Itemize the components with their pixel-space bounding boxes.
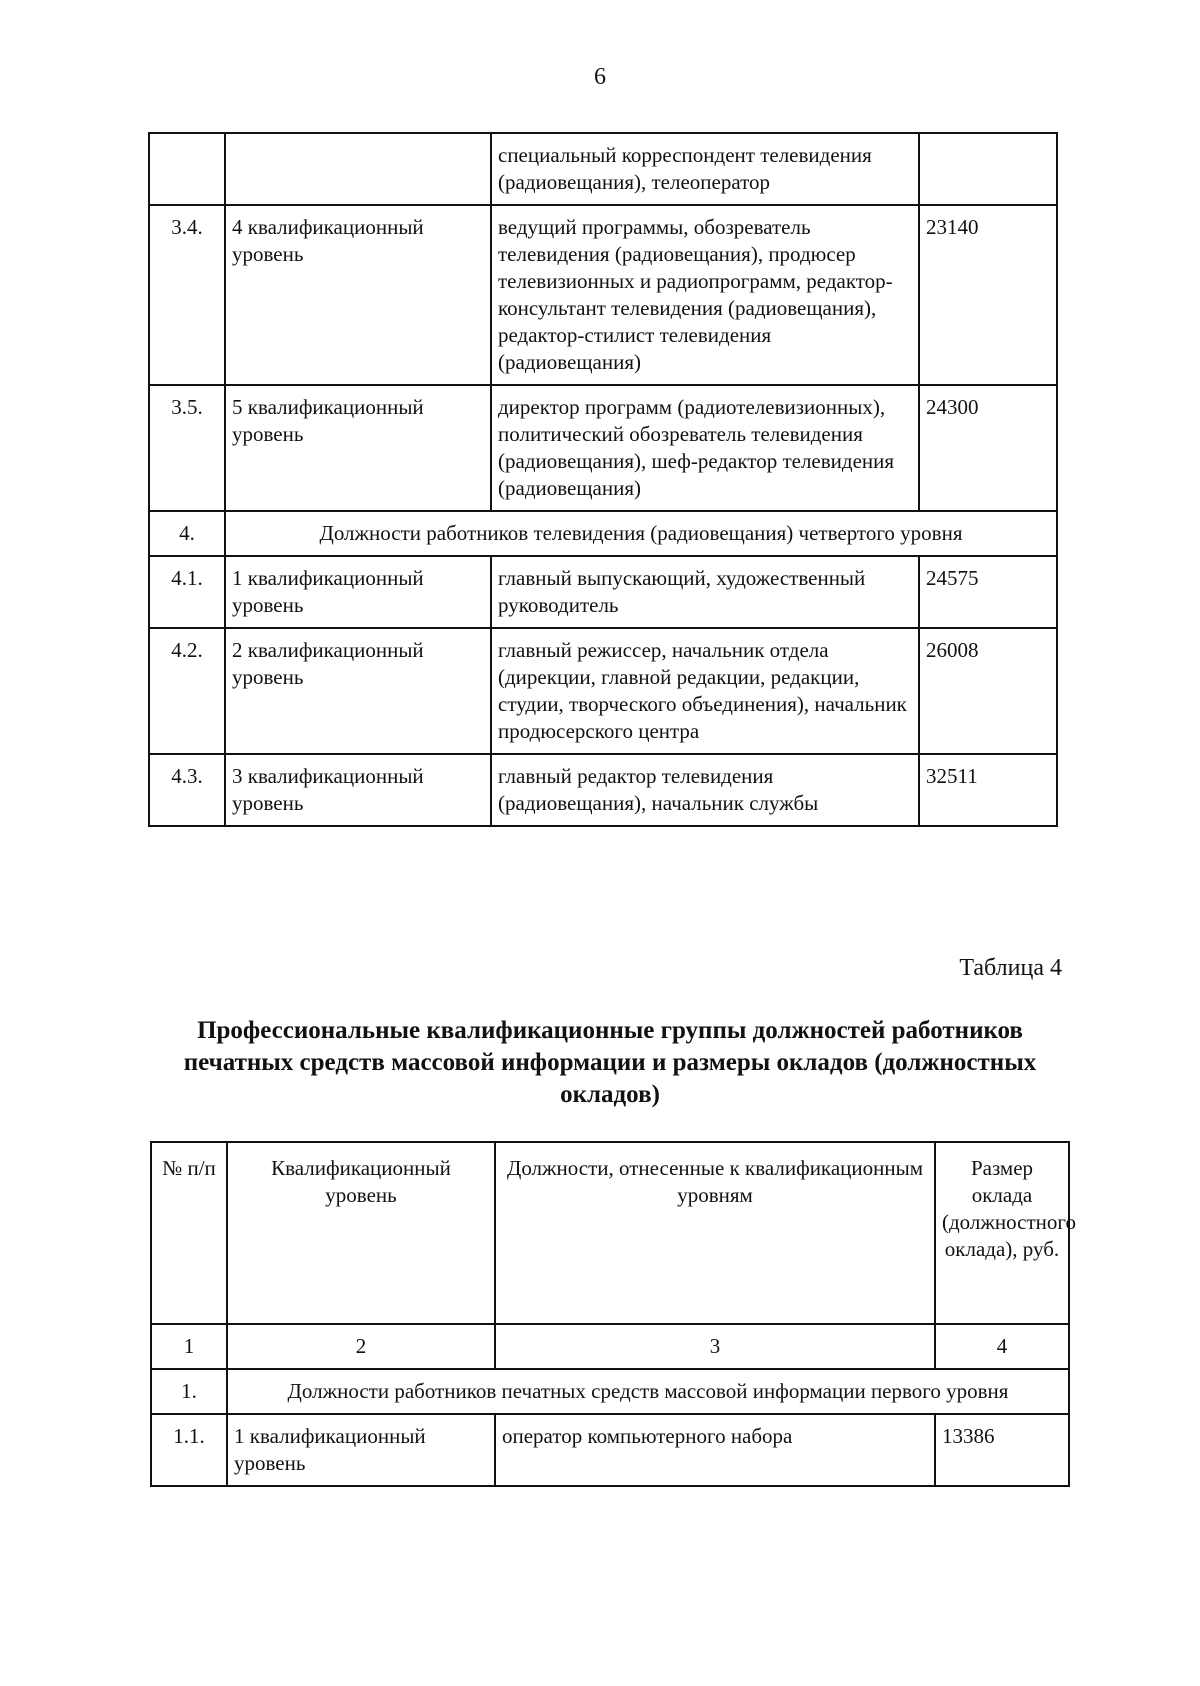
header-number: № п/п [151, 1142, 227, 1324]
qualification-level: 1 квалификационный уровень [225, 556, 491, 628]
row-number: 1.1. [151, 1414, 227, 1486]
salary-cell: 23140 [919, 205, 1057, 385]
salary-cell: 13386 [935, 1414, 1069, 1486]
column-number-row [151, 1324, 1069, 1369]
header-level: Квалификационный уровень [227, 1142, 495, 1324]
header-positions: Должности, отнесенные к квалификационным уровням [495, 1142, 935, 1324]
table-caption: Таблица 4 [959, 955, 1062, 981]
row-number: 3.4. [149, 205, 225, 385]
positions-cell: директор программ (радиотелевизионных), политический обозреватель телевидения (радиовещания), шеф-редактор телевидения (радиовещания) [491, 385, 919, 511]
qualification-level [225, 133, 491, 205]
positions-cell: ведущий программы, обозреватель телевидения (радиовещания), продюсер телевизионных и радиопрограмм, редактор-консультант телевидения (радиовещания), редактор-стилист телевидения (радиовещания) [491, 205, 919, 385]
table-row [149, 556, 1057, 628]
salary-cell: 24300 [919, 385, 1057, 511]
section-number: 1. [151, 1369, 227, 1414]
column-number: 3 [495, 1324, 935, 1369]
positions-table-continued [148, 132, 1058, 827]
salary-cell: 32511 [919, 754, 1057, 826]
row-number: 3.5. [149, 385, 225, 511]
row-number: 4.3. [149, 754, 225, 826]
positions-cell: специальный корреспондент телевидения (радиовещания), телеоператор [491, 133, 919, 205]
positions-cell: главный выпускающий, художественный руководитель [491, 556, 919, 628]
header-salary: Размер оклада (должностного оклада), руб. [935, 1142, 1069, 1324]
qualification-level: 2 квалификационный уровень [225, 628, 491, 754]
salary-cell: 26008 [919, 628, 1057, 754]
table-row [149, 754, 1057, 826]
table-row [149, 205, 1057, 385]
column-number: 2 [227, 1324, 495, 1369]
table-row [149, 133, 1057, 205]
qualification-level: 3 квалификационный уровень [225, 754, 491, 826]
row-number: 4.1. [149, 556, 225, 628]
section-title: Должности работников телевидения (радиовещания) четвертого уровня [225, 511, 1057, 556]
column-number: 4 [935, 1324, 1069, 1369]
page-number: 6 [594, 64, 606, 90]
row-number [149, 133, 225, 205]
qualification-level: 1 квалификационный уровень [227, 1414, 495, 1486]
positions-cell: оператор компьютерного набора [495, 1414, 935, 1486]
qualification-level: 5 квалификационный уровень [225, 385, 491, 511]
table-row [149, 628, 1057, 754]
section-row [151, 1369, 1069, 1414]
column-number: 1 [151, 1324, 227, 1369]
salary-cell [919, 133, 1057, 205]
section-number: 4. [149, 511, 225, 556]
section-row [149, 511, 1057, 556]
salary-cell: 24575 [919, 556, 1057, 628]
qualification-level: 4 квалификационный уровень [225, 205, 491, 385]
positions-table-4 [150, 1141, 1076, 1487]
positions-cell: главный режиссер, начальник отдела (дирекции, главной редакции, редакции, студии, творческого объединения), начальник продюсерского центра [491, 628, 919, 754]
section-title: Должности работников печатных средств массовой информации первого уровня [227, 1369, 1069, 1414]
table-row [149, 385, 1057, 511]
header-row [151, 1142, 1069, 1324]
table-row [151, 1414, 1069, 1486]
positions-cell: главный редактор телевидения (радиовещания), начальник службы [491, 754, 919, 826]
table-title: Профессиональные квалификационные группы должностей работников печатных средств массовой информации и размеры окладов (должностных окладов) [183, 1017, 1037, 1108]
row-number: 4.2. [149, 628, 225, 754]
